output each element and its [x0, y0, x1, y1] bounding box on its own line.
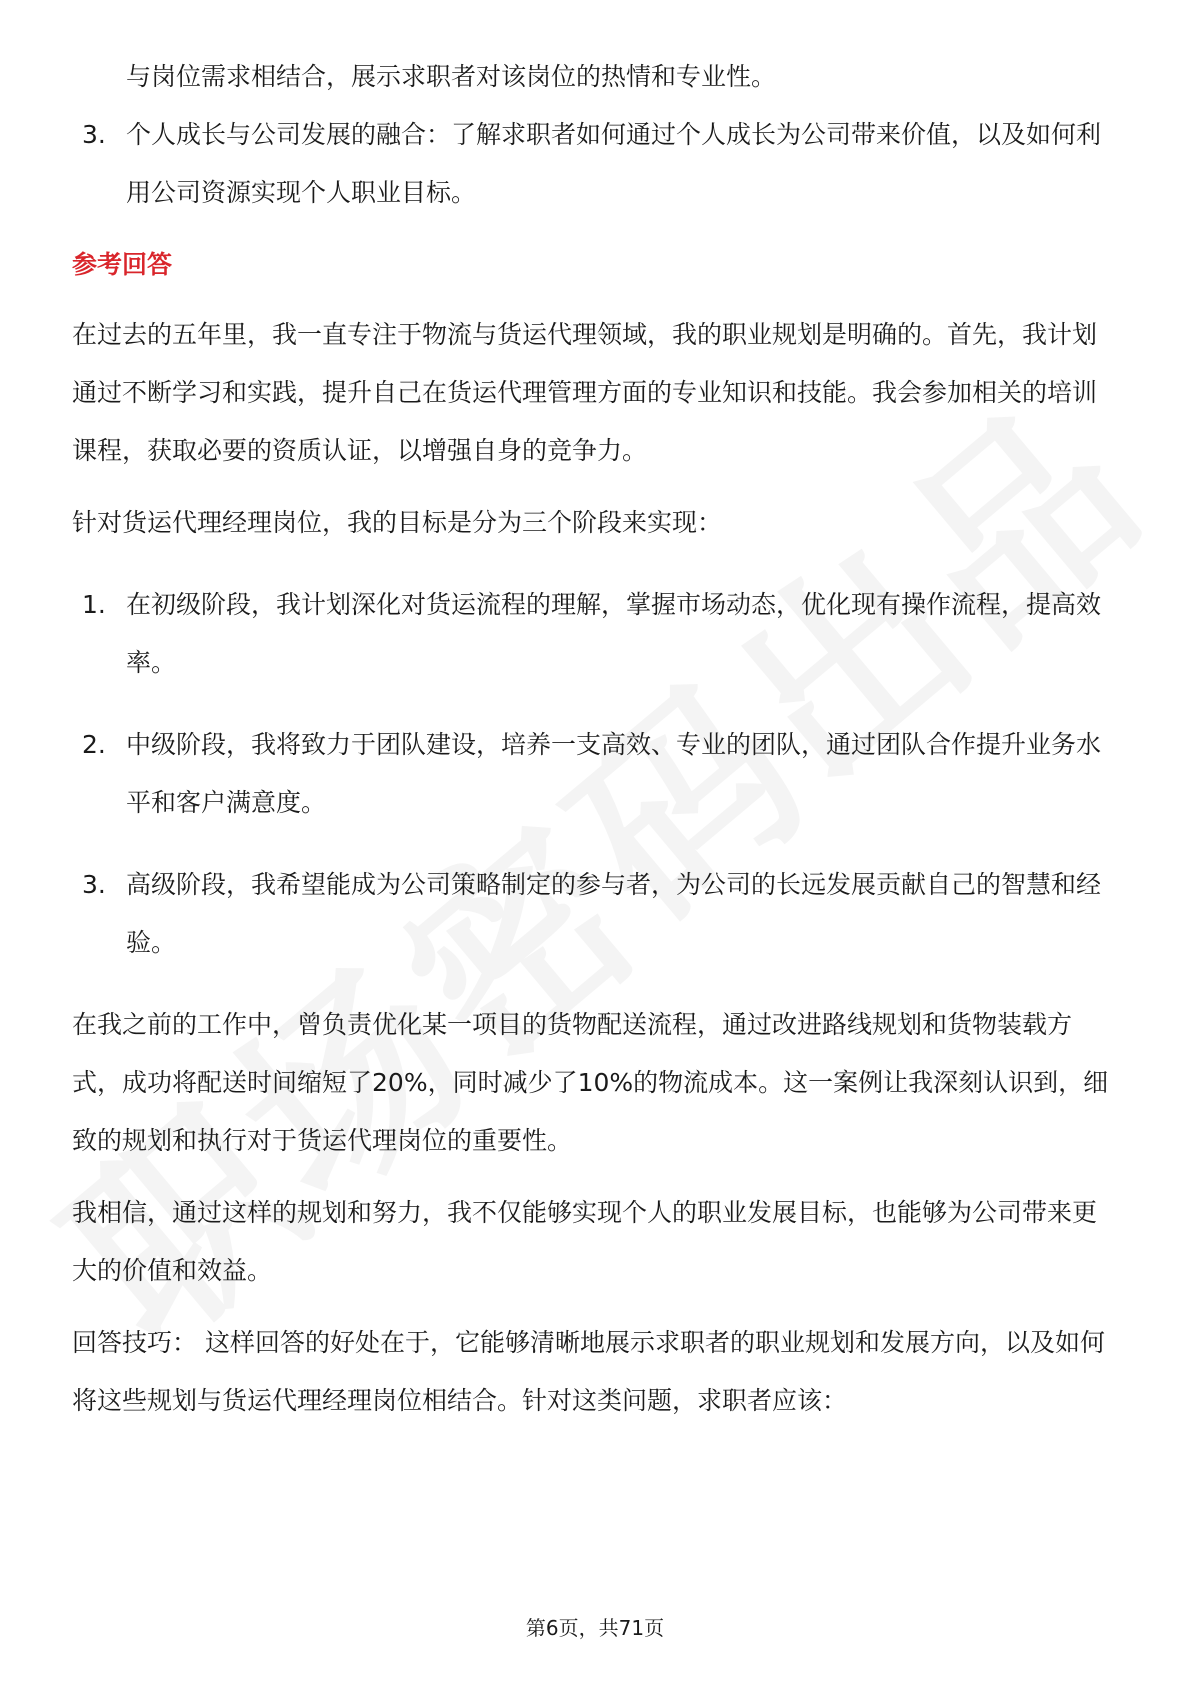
page-footer: 第6页，共71页 — [525, 1616, 665, 1640]
list-item-continuation: 与岗位需求相结合，展示求职者对该岗位的热情和专业性。 — [126, 62, 777, 91]
list-item-text: 中级阶段，我将致力于团队建设，培养一支高效、专业的团队，通过团队合作提升业务水平和客户满意度。 — [126, 730, 1102, 817]
list-item — [72, 716, 1118, 832]
list-number: 3. — [82, 870, 106, 899]
list-number: 2. — [82, 730, 106, 759]
paragraph: 在我之前的工作中，曾负责优化某一项目的货物配送流程，通过改进路线规划和货物装载方式，成功将配送时间缩短了20%，同时减少了10%的物流成本。这一案例让我深刻认识到，细致的规划和执行对于货运代理岗位的重要性。 — [72, 1010, 1109, 1155]
paragraph: 针对货运代理经理岗位，我的目标是分为三个阶段来实现： — [72, 508, 723, 537]
list-item-text: 高级阶段，我希望能成为公司策略制定的参与者，为公司的长远发展贡献自己的智慧和经验。 — [126, 870, 1102, 957]
section-heading: 参考回答 — [72, 250, 173, 279]
answer-tips-paragraph: 回答技巧： 这样回答的好处在于，它能够清晰地展示求职者的职业规划和发展方向，以及如何将这些规划与货运代理经理岗位相结合。针对这类问题，求职者应该： — [72, 1328, 1105, 1415]
list-item — [72, 106, 1118, 222]
document-page — [72, 48, 1118, 1430]
list-number: 3. — [82, 120, 106, 149]
list-item-text: 个人成长与公司发展的融合：了解求职者如何通过个人成长为公司带来价值，以及如何利用公司资源实现个人职业目标。 — [126, 120, 1102, 207]
list-number: 1. — [82, 590, 106, 619]
list-item-text: 在初级阶段，我计划深化对货运流程的理解，掌握市场动态，优化现有操作流程，提高效率。 — [126, 590, 1102, 677]
paragraph: 我相信，通过这样的规划和努力，我不仅能够实现个人的职业发展目标，也能够为公司带来更大的价值和效益。 — [72, 1198, 1098, 1285]
list-item — [72, 856, 1118, 972]
paragraph: 在过去的五年里，我一直专注于物流与货运代理领域，我的职业规划是明确的。首先，我计划通过不断学习和实践，提升自己在货运代理管理方面的专业知识和技能。我会参加相关的培训课程，获取必要的资质认证，以增强自身的竞争力。 — [72, 320, 1098, 465]
list-item — [72, 576, 1118, 692]
